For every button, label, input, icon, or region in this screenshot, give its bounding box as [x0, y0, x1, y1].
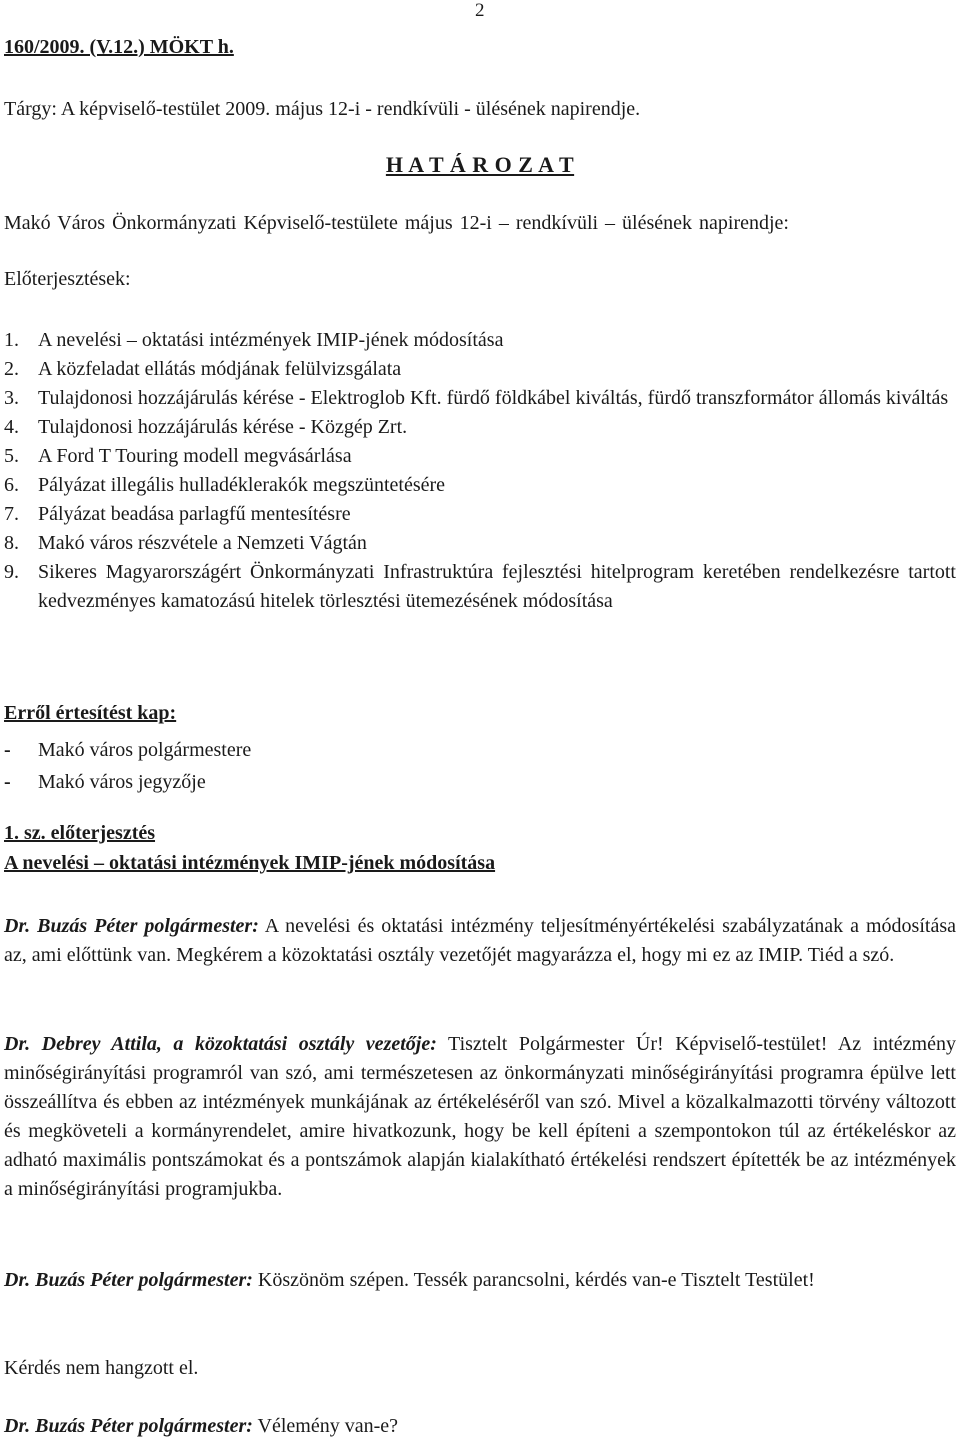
- speech-text: Köszönöm szépen. Tessék parancsolni, kérdés van-e Tisztelt Testület!: [252, 1269, 815, 1291]
- notification-recipient: Makó város polgármestere: [38, 739, 252, 761]
- speech-text: Tisztelt Polgármester Úr! Képviselő-testület! Az intézmény minőségirányítási programról van szó, ami természetesen az önkormányzati minőségirányítási programra épülve lett összeállítva és ebben az intézmények munkájának az értékeléséről van szó. Mivel a közalkalmazotti törvény változott és megköveteli a kormányrendelet, amire hivatkozunk, hogy be kell építeni a szempontokon túl az értékeléskor az adható maximális pontszámokat és a pontszámok alapján kialakítható értékelési rendszert építették be az intézmények a minőségirányítási programjukba.: [4, 1033, 956, 1200]
- agenda-item-number-heading: 1. sz. előterjesztés: [4, 822, 156, 844]
- agenda-item: [4, 558, 956, 616]
- agenda-item: [4, 529, 956, 558]
- page-number: 2: [475, 0, 485, 21]
- resolution-reference: 160/2009. (V.12.) MÖKT h.: [4, 36, 234, 58]
- agenda-item: [4, 326, 956, 355]
- notification-heading: Erről értesítést kap:: [4, 702, 177, 724]
- agenda-item-text: A Ford T Touring modell megvásárlása: [38, 445, 352, 467]
- minutes-paragraph: [4, 1266, 956, 1295]
- agenda-item: [4, 384, 956, 413]
- subject-line: Tárgy: A képviselő-testület 2009. május 12-i - rendkívüli - ülésének napirendje.: [4, 98, 641, 120]
- speaker-name: Dr. Buzás Péter polgármester:: [4, 1415, 253, 1437]
- agenda-item-text: A közfeladat ellátás módjának felülvizsgálata: [38, 358, 402, 380]
- agenda-item-text: Pályázat beadása parlagfű mentesítésre: [38, 503, 351, 525]
- document-title: H A T Á R O Z A T: [385, 152, 575, 177]
- agenda-item-text: Makó város részvétele a Nemzeti Vágtán: [38, 532, 367, 554]
- notification-recipient: Makó város jegyzője: [38, 771, 206, 793]
- agenda-item-number: 3.: [4, 387, 19, 409]
- notification-list: [4, 734, 251, 798]
- minutes-paragraph: [4, 1412, 956, 1441]
- agenda-item-number: 4.: [4, 416, 19, 438]
- notification-item: [4, 766, 251, 798]
- speech-text: Kérdés nem hangzott el.: [4, 1357, 199, 1379]
- list-dash: -: [4, 739, 11, 761]
- agenda-item-text: Sikeres Magyarországért Önkormányzati Infrastruktúra fejlesztési hitelprogram keretében rendelkezésre tartott kedvezményes kamatozású hitelek törlesztési ütemezésének módosítása: [38, 561, 956, 612]
- agenda-item-text: A nevelési – oktatási intézmények IMIP-jének módosítása: [38, 329, 504, 351]
- agenda-item-number: 8.: [4, 532, 19, 554]
- agenda-item-title: A nevelési – oktatási intézmények IMIP-jének módosítása: [4, 852, 496, 874]
- agenda-item: [4, 355, 956, 384]
- agenda-item-number: 6.: [4, 474, 19, 496]
- agenda-item-number: 1.: [4, 329, 19, 351]
- agenda-item: [4, 442, 956, 471]
- agenda-item-number: 9.: [4, 561, 19, 583]
- list-dash: -: [4, 771, 11, 793]
- agenda-list: [4, 326, 956, 616]
- agenda-item: [4, 500, 956, 529]
- speech-text: Vélemény van-e?: [252, 1415, 399, 1437]
- agenda-item-text: Tulajdonosi hozzájárulás kérése - Közgép Zrt.: [38, 416, 408, 438]
- minutes-paragraph: [4, 1030, 956, 1204]
- agenda-item-number: 5.: [4, 445, 19, 467]
- proposals-label: Előterjesztések:: [4, 268, 131, 290]
- agenda-item-text: Pályázat illegális hulladéklerakók megszüntetésére: [38, 474, 446, 496]
- agenda-item-text: Tulajdonosi hozzájárulás kérése - Elektroglob Kft. fürdő földkábel kiváltás, fürdő transzformátor állomás kiváltás: [38, 387, 949, 409]
- speaker-name: Dr. Buzás Péter polgármester:: [4, 915, 259, 937]
- agenda-item: [4, 413, 956, 442]
- speaker-name: Dr. Buzás Péter polgármester:: [4, 1269, 253, 1291]
- agenda-item: [4, 471, 956, 500]
- speech-text: A nevelési és oktatási intézmény teljesítményértékelési szabályzatának a módosítása az, ami előttünk van. Megkérem a közoktatási osztály vezetőjét magyarázza el, hogy mi ez az IMIP. Tiéd a szó.: [4, 915, 956, 966]
- intro-text: Makó Város Önkormányzati Képviselő-testülete május 12-i – rendkívüli – ülésének napirendje:: [4, 212, 789, 234]
- minutes-paragraph: [4, 912, 956, 970]
- agenda-item-number: 7.: [4, 503, 19, 525]
- minutes-note: [4, 1354, 956, 1383]
- agenda-item-number: 2.: [4, 358, 19, 380]
- speaker-name: Dr. Debrey Attila, a közoktatási osztály vezetője:: [4, 1033, 437, 1055]
- notification-item: [4, 734, 251, 766]
